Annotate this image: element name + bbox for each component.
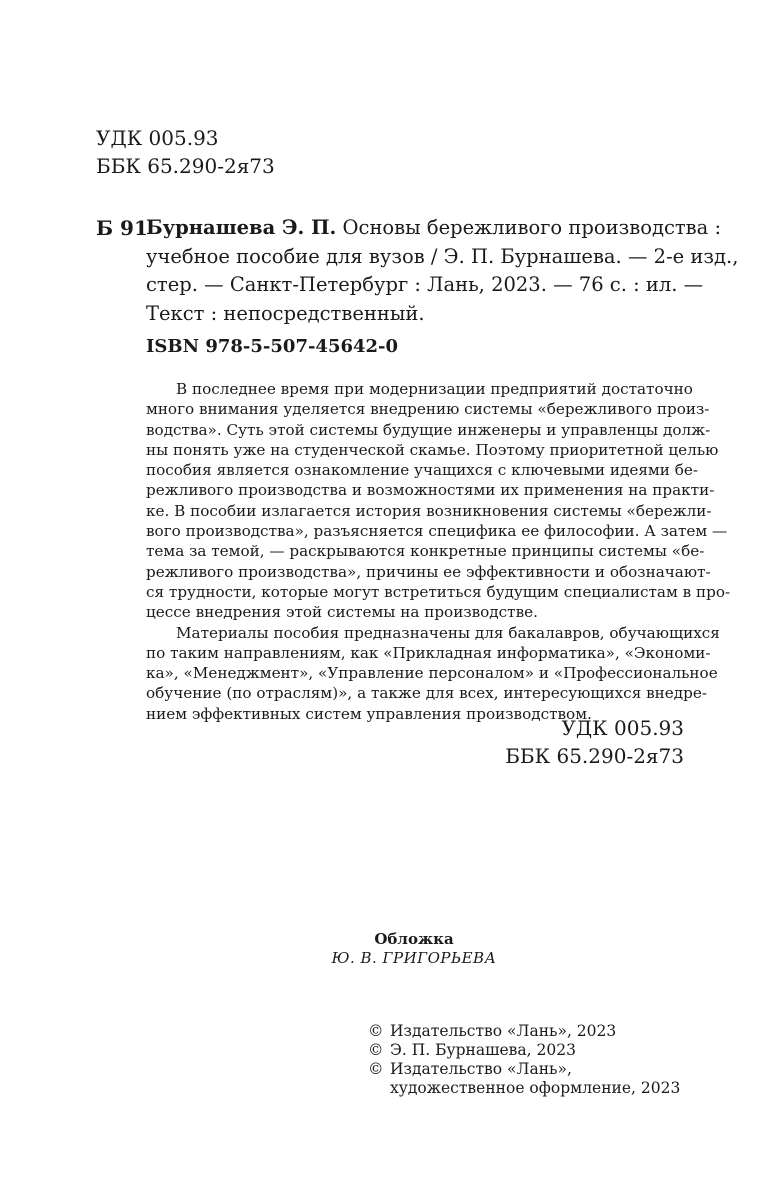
copyright-text-continued: художественное оформление, 2023 — [390, 1079, 681, 1097]
biblio-line: Текст : непосредственный. — [146, 301, 425, 325]
abstract-line: обучение (по отраслям)», а также для всех, интересующихся внедре- — [146, 684, 707, 703]
abstract-line: тема за темой, — раскрываются конкретные принципы системы «бе- — [146, 542, 705, 561]
abstract-line: пособия является ознакомление учащихся с ключевыми идеями бе- — [146, 461, 698, 480]
abstract-line: нием эффективных систем управления производством. — [146, 704, 592, 723]
biblio-line: учебное пособие для вузов / Э. П. Бурнашева. — 2-е изд., — [146, 244, 739, 268]
udk-code: УДК 005.93 — [96, 126, 219, 150]
copyright-text: Издательство «Лань», — [390, 1060, 572, 1078]
abstract-line: ся трудности, которые могут встретиться будущим специалистам в про- — [146, 582, 731, 601]
bbk-code: ББК 65.290-2я73 — [96, 154, 275, 178]
abstract-line: режливого производства и возможностями их применения на практи- — [146, 481, 715, 500]
copyright-line — [368, 1060, 680, 1079]
copyright-text: Э. П. Бурнашева, 2023 — [390, 1041, 576, 1059]
biblio-line: стер. — Санкт-Петербург : Лань, 2023. — 76 с. : ил. — — [146, 273, 704, 296]
author-name: Бурнашева Э. П. — [146, 216, 337, 239]
abstract — [146, 379, 731, 724]
bibliographic-description — [146, 214, 739, 328]
copyright-symbol: © — [368, 1041, 384, 1059]
abstract-line: водства». Суть этой системы будущие инженеры и управленцы долж- — [146, 420, 711, 439]
abstract-line: режливого производства», причины ее эффективности и обозначают- — [146, 562, 711, 581]
abstract-line: ка», «Менеджмент», «Управление персоналом» и «Профессиональное — [146, 664, 718, 683]
copyright-line — [368, 1022, 680, 1041]
abstract-line: В последнее время при модернизации предприятий достаточно — [176, 380, 693, 398]
cover-designer-name: Ю. В. ГРИГОРЬЕВА — [331, 949, 497, 967]
abstract-line: по таким направлениям, как «Прикладная информатика», «Экономи- — [146, 643, 711, 662]
abstract-line: цессе внедрения этой системы на производстве. — [146, 603, 538, 622]
isbn: ISBN 978-5-507-45642-0 — [146, 336, 399, 357]
bbk-code: ББК 65.290-2я73 — [505, 744, 684, 768]
copyright-line — [368, 1041, 680, 1060]
abstract-line: Материалы пособия предназначены для бакалавров, обучающихся — [176, 623, 720, 642]
abstract-line: ке. В пособии излагается история возникновения системы «бережли- — [146, 501, 712, 520]
copyright-symbol: © — [368, 1060, 384, 1078]
copyright-block — [368, 1022, 680, 1098]
udk-block-top — [96, 124, 275, 180]
abstract-line: много внимания уделяется внедрению системы «бережливого произ- — [146, 400, 710, 419]
copyright-text: Издательство «Лань», 2023 — [390, 1022, 617, 1040]
abstract-line: ны понять уже на студенческой скамье. Поэтому приоритетной целью — [146, 440, 719, 459]
book-title: Основы бережливого производства : — [342, 216, 722, 239]
cover-label: Обложка — [374, 930, 454, 948]
author-mark: Б 91 — [96, 216, 148, 240]
copyright-symbol: © — [368, 1022, 384, 1040]
biblio-line — [146, 214, 722, 243]
abstract-line: вого производства», разъясняется специфика ее философии. А затем — — [146, 522, 728, 541]
udk-code: УДК 005.93 — [561, 716, 684, 740]
udk-block-bottom — [505, 714, 684, 770]
cover-credit — [0, 930, 768, 968]
